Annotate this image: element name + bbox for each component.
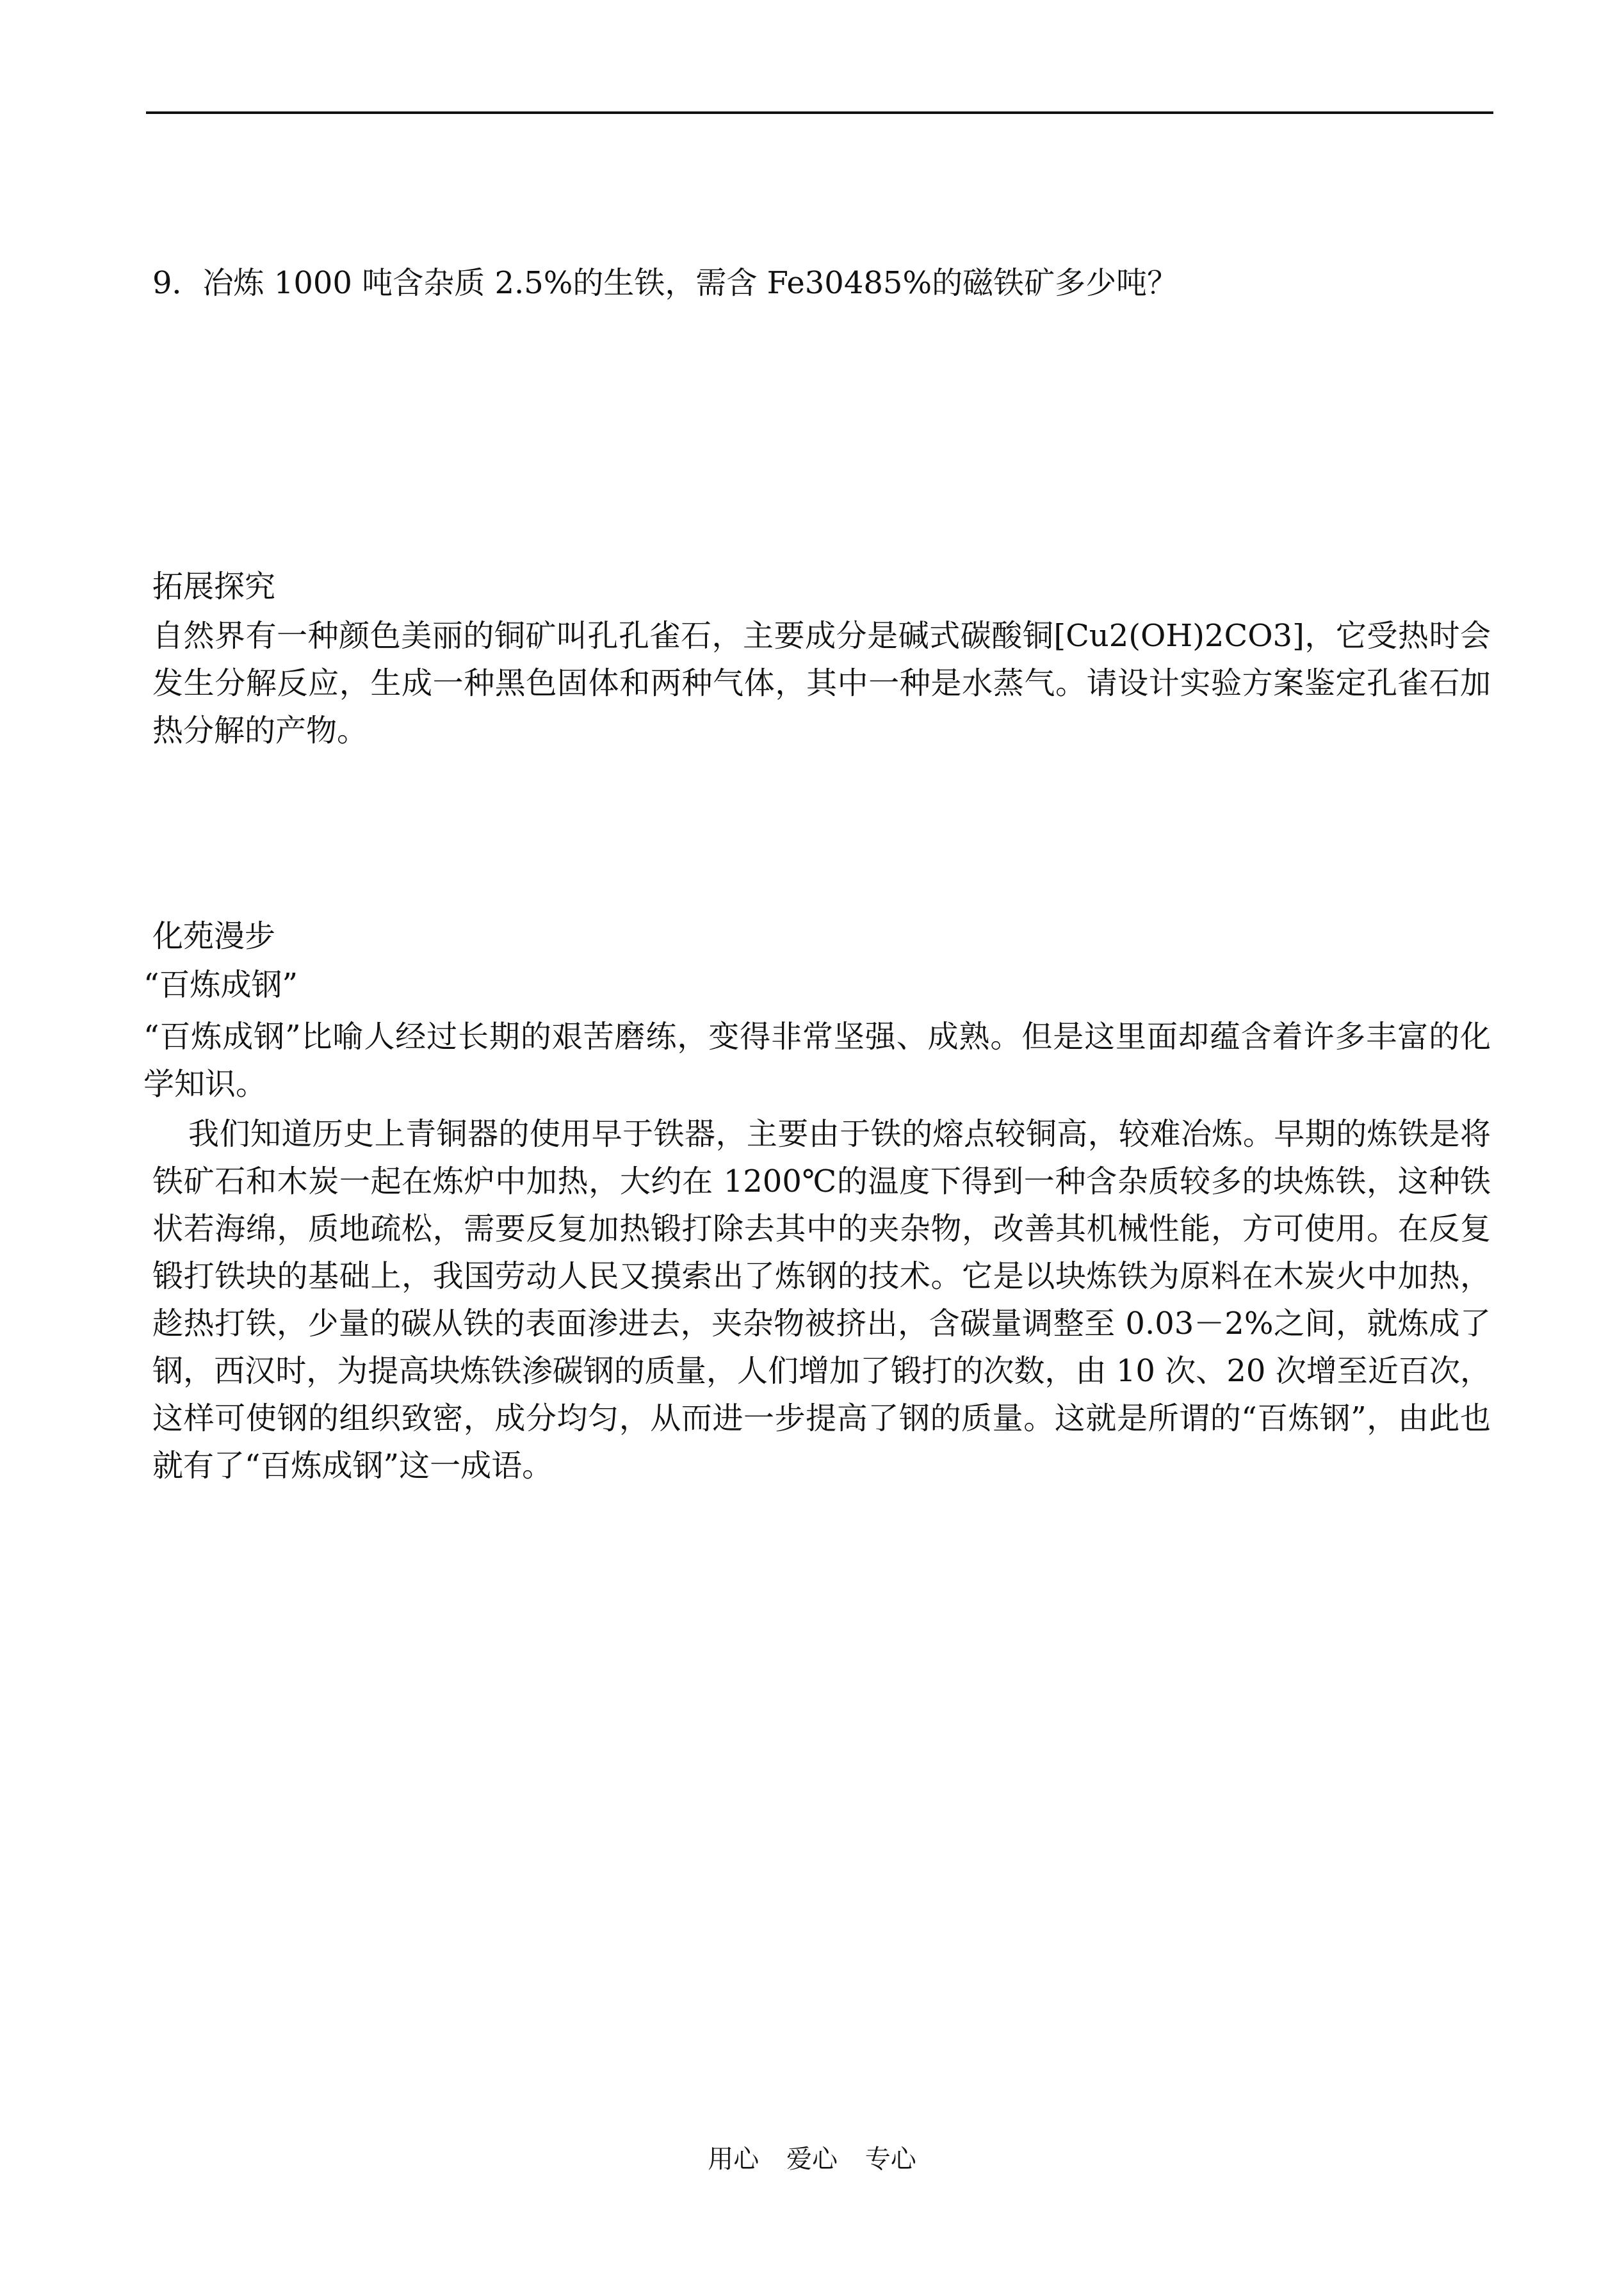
header-rule [146, 111, 1493, 114]
page-footer: 用心 爱心 专心 [708, 2145, 916, 2174]
article-paragraph-2: 我们知道历史上青铜器的使用早于铁器，主要由于铁的熔点较铜高，较难冶炼。早期的炼铁是将铁矿石和木炭一起在炼炉中加热，大约在 1200℃的温度下得到一种含杂质较多的块炼铁，这种铁状若海绵，质地疏松，需要反复加热锻打除去其中的夹杂物，改善其机械性能，方可使用。在反复锻打铁块的基础上，我国劳动人民又摸索出了炼钢的技术。它是以块炼铁为原料在木炭火中加热，趁热打铁，少量的碳从铁的表面渗进去，夹杂物被挤出，含碳量调整至 0.03－2%之间，就炼成了钢，西汉时，为提高块炼铁渗碳钢的质量，人们增加了锻打的次数，由 10 次、20 次增至近百次，这样可使钢的组织致密，成分均匀，从而进一步提高了钢的质量。这就是所谓的“百炼钢”，由此也就有了“百炼成钢”这一成语。 [152, 1116, 1491, 1484]
extension-body: 自然界有一种颜色美丽的铜矿叫孔孔雀石，主要成分是碱式碳酸铜[Cu2(OH)2CO3]，它受热时会发生分解反应，生成一种黑色固体和两种气体，其中一种是水蒸气。请设计实验方案鉴定孔雀石加热分解的产物。 [152, 618, 1491, 749]
article-title: “百炼成钢” [143, 967, 298, 1003]
stroll-heading: 化苑漫步 [152, 918, 276, 954]
extension-heading: 拓展探究 [152, 569, 276, 604]
article-paragraph-1: “百炼成钢”比喻人经过长期的艰苦磨练，变得非常坚强、成熟。但是这里面却蕴含着许多丰富的化学知识。 [143, 1019, 1491, 1102]
question-9: 9．冶炼 1000 吨含杂质 2.5%的生铁，需含 Fe30485%的磁铁矿多少吨？ [152, 265, 1178, 301]
